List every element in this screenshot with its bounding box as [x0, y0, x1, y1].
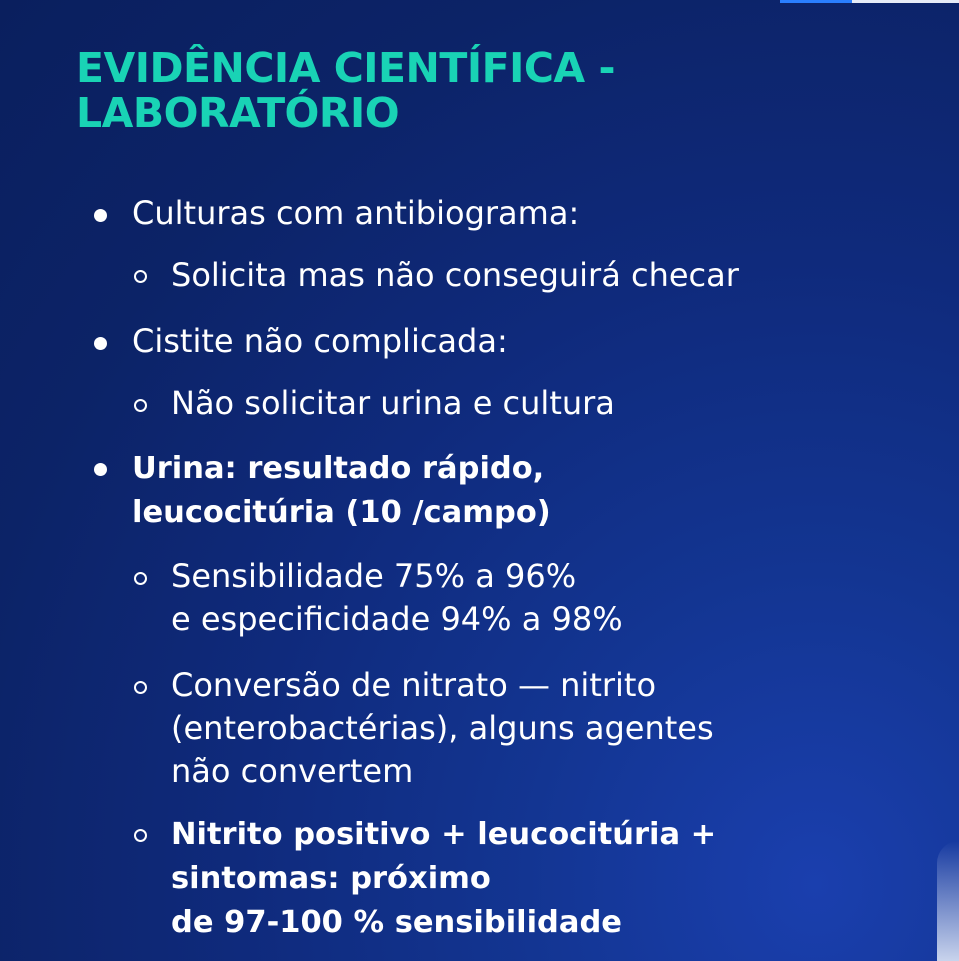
bullet-dot-icon: [94, 463, 107, 476]
top-accent-bar: [780, 0, 852, 3]
bullet-dot-icon: [94, 209, 107, 222]
bullet-cistite: Cistite não complicada:: [132, 322, 508, 360]
bullet-dot-icon: [94, 337, 107, 350]
bullet-nao-solicitar: Não solicitar urina e cultura: [171, 384, 615, 422]
corner-decoration: [937, 841, 959, 961]
bullet-nitrito-positivo: Nitrito positivo + leucocitúria + sintomas: próximo de 97-100 % sensibilidade: [171, 817, 717, 940]
top-accent-bar-light: [852, 0, 959, 3]
bullet-solicita: Solicita mas não conseguirá checar: [171, 256, 739, 294]
slide-title-line-1: EVIDÊNCIA CIENTÍFICA -: [76, 44, 615, 92]
bullet-culturas: Culturas com antibiograma:: [132, 194, 580, 232]
bullet-conversao: Conversão de nitrato — nitrito (enterobactérias), alguns agentes não convertem: [171, 666, 714, 790]
bullet-sensibilidade: Sensibilidade 75% a 96% e especificidade 94% a 98%: [171, 557, 623, 638]
slide-title: [76, 46, 876, 136]
bullet-circle-icon: [134, 681, 147, 694]
bullet-circle-icon: [134, 829, 147, 842]
bullet-circle-icon: [134, 572, 147, 585]
slide-title-line-2: LABORATÓRIO: [76, 89, 400, 137]
bullet-urina: Urina: resultado rápido, leucocitúria (10 /campo): [132, 451, 551, 530]
bullet-circle-icon: [134, 270, 147, 283]
bullet-circle-icon: [134, 399, 147, 412]
